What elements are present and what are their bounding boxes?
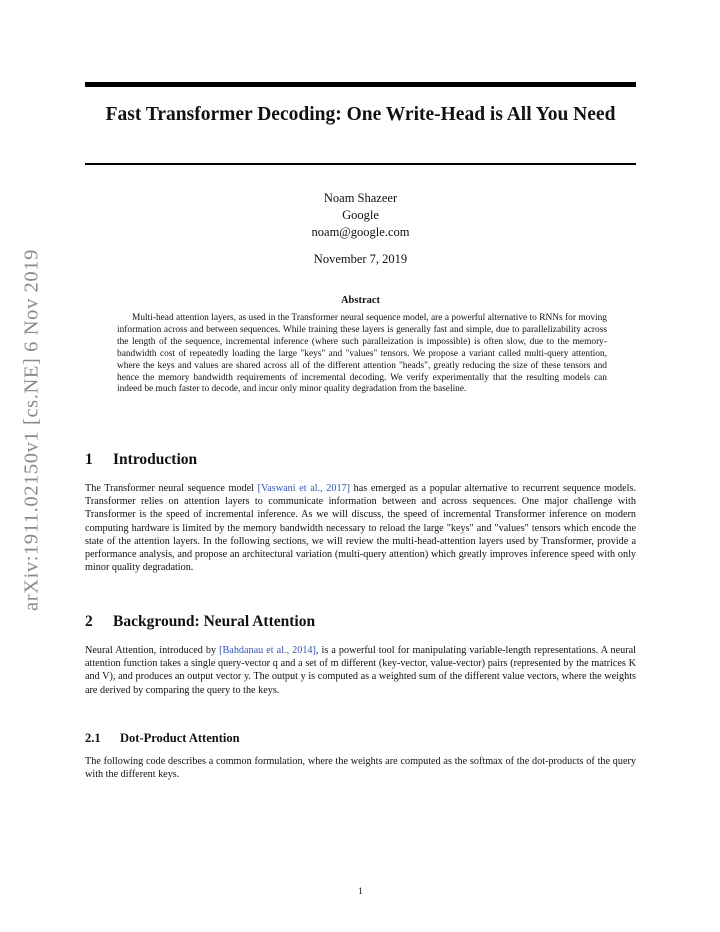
- subsection-title: Dot-Product Attention: [120, 731, 240, 745]
- author-name: Noam Shazeer: [323, 191, 398, 205]
- title-bottom-rule: [85, 163, 636, 165]
- paragraph-text: The Transformer neural sequence model: [85, 483, 258, 494]
- page-number: 1: [358, 887, 363, 897]
- paper-date: November 7, 2019: [313, 252, 408, 266]
- paragraph-text: has emerged as a popular alternative to recurrent sequence models. Transformer relies on attention layers to communicate information between and across sequences. One major challenge with Transformer is the speed of incremental inference. As we will discuss, the speed of incremental Transformer inference on modern computing hardware is limited by the memory bandwidth necessary to reload the large "keys" and "values" tensors which encode the state of the attention layers. In the following sections, we will review the multi-head-attention layers used by Transformer, provide a performance analysis, and propose an architectural variation (multi-query attention) which greatly improves inference speed with only minor quality degradation.: [85, 483, 636, 574]
- abstract-heading: Abstract: [340, 295, 381, 306]
- section-heading-background: [85, 613, 636, 631]
- title-top-rule: [85, 82, 636, 87]
- author-affiliation: Google: [342, 208, 379, 222]
- paragraph-text: , is a powerful tool for manipulating variable-length representations. A neural attention function takes a single query-vector q and a set of m different (key-vector, value-vector) pairs (represented by the matrices K and V), and produces an output vector y. The output y is computed as a weighted sum of the different value vectors, where the weights are derived by comparing the query to the keys.: [85, 645, 637, 696]
- arxiv-identifier-stamp: arXiv:1911.02150v1 [cs.NE] 6 Nov 2019: [20, 249, 43, 611]
- background-paragraph: [85, 644, 636, 697]
- abstract-text: Multi-head attention layers, as used in the Transformer neural sequence model, are a powerful alternative to RNNs for moving information across and between sequences. While training these layers is generally fast and simple, due to parallelizability across the length of the sequence, incremental inference (where such paralleization is impossible) is often slow, due to the memory-bandwidth cost of repeatedly loading the large "keys" and "values" tensors. We propose a variant called multi-query attention, where the keys and values are shared across all of the different attention "heads", greatly reducing the size of these tensors and hence the memory bandwidth requirements of incremental decoding. We verify experimentally that the resulting models can indeed be much faster to decode, and incur only minor quality degradation from the baseline.: [117, 313, 607, 395]
- introduction-paragraph: [85, 482, 636, 574]
- paragraph-text: Neural Attention, introduced by: [85, 645, 220, 656]
- citation-link-bahdanau[interactable]: [Bahdanau et al., 2014]: [219, 645, 316, 656]
- author-block: [85, 190, 636, 241]
- author-email[interactable]: noam@google.com: [311, 225, 410, 239]
- section-number: 2: [85, 613, 93, 630]
- section-heading-introduction: [85, 451, 636, 469]
- subsection-number: 2.1: [85, 731, 101, 745]
- subsection-heading-dot-product-attention: [85, 731, 636, 746]
- citation-link-vaswani[interactable]: [Vaswani et al., 2017]: [257, 483, 351, 494]
- section-number: 1: [85, 451, 93, 468]
- section-title: Introduction: [113, 451, 198, 468]
- section-title: Background: Neural Attention: [113, 613, 316, 630]
- paper-title: Fast Transformer Decoding: One Write-Head is All You Need: [105, 104, 616, 125]
- dot-product-paragraph: The following code describes a common formulation, where the weights are computed as the softmax of the dot-products of the query with the different keys.: [85, 756, 636, 781]
